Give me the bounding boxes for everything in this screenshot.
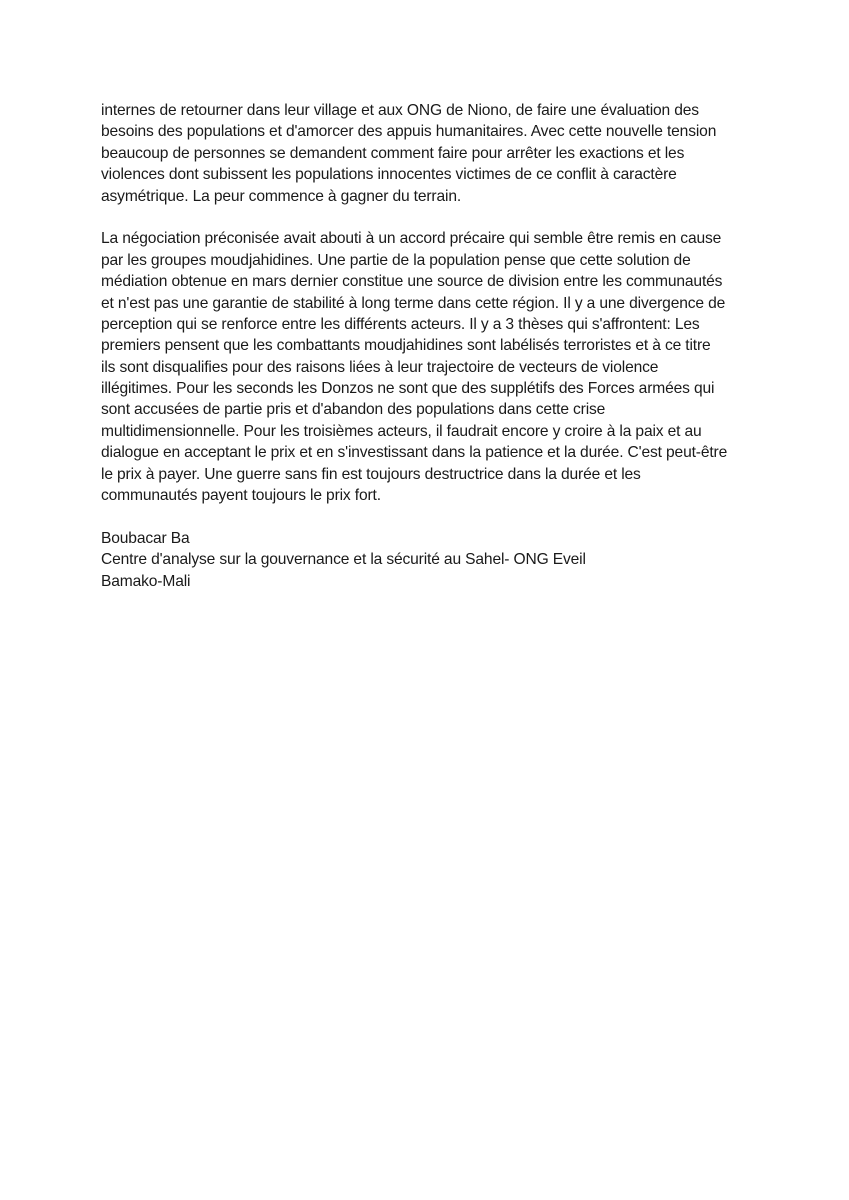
text-line: internes de retourner dans leur village et aux ONG de Niono, de faire une évaluation des bbox=[101, 102, 699, 119]
paragraph-1 bbox=[101, 100, 761, 207]
text-line: beaucoup de personnes se demandent comment faire pour arrêter les exactions et les bbox=[101, 144, 685, 162]
text-line: dialogue en acceptant le prix et en s'investissant dans la patience et la durée. C'est peut-être bbox=[101, 444, 728, 462]
text-line: asymétrique. La peur commence à gagner du terrain. bbox=[101, 187, 462, 205]
text-line: besoins des populations et d'amorcer des appuis humanitaires. Avec cette nouvelle tension bbox=[101, 123, 717, 141]
text-line: La négociation préconisée avait abouti à un accord précaire qui semble être remis en cause bbox=[101, 230, 722, 248]
document-body bbox=[101, 100, 761, 592]
text-line: ils sont disqualifies pour des raisons liées à leur trajectoire de vecteurs de violence bbox=[101, 358, 659, 376]
text-line: communautés payent toujours le prix fort. bbox=[101, 487, 381, 505]
text-line: violences dont subissent les populations innocentes victimes de ce conflit à caractère bbox=[101, 166, 677, 184]
signature-block bbox=[101, 528, 761, 592]
text-line: et n'est pas une garantie de stabilité à long terme dans cette région. Il y a une divergence de bbox=[101, 294, 726, 312]
author-location: Bamako-Mali bbox=[101, 572, 191, 590]
text-line: premiers pensent que les combattants moudjahidines sont labélisés terroristes et à ce titre bbox=[101, 337, 711, 355]
text-line: illégitimes. Pour les seconds les Donzos ne sont que des supplétifs des Forces armées qui bbox=[101, 380, 715, 398]
text-line: le prix à payer. Une guerre sans fin est toujours destructrice dans la durée et les bbox=[101, 465, 641, 483]
author-name: Boubacar Ba bbox=[101, 529, 190, 547]
paragraph-2 bbox=[101, 228, 761, 506]
text-line: médiation obtenue en mars dernier constitue une source de division entre les communautés bbox=[101, 273, 723, 291]
author-organization: Centre d'analyse sur la gouvernance et la sécurité au Sahel- ONG Eveil bbox=[101, 551, 586, 569]
text-line: par les groupes moudjahidines. Une partie de la population pense que cette solution de bbox=[101, 251, 691, 269]
text-line: multidimensionnelle. Pour les troisièmes acteurs, il faudrait encore y croire à la paix et au bbox=[101, 422, 702, 440]
text-line: perception qui se renforce entre les différents acteurs. Il y a 3 thèses qui s'affrontent: Les bbox=[101, 315, 700, 333]
text-line: sont accusées de partie pris et d'abandon des populations dans cette crise bbox=[101, 401, 606, 419]
